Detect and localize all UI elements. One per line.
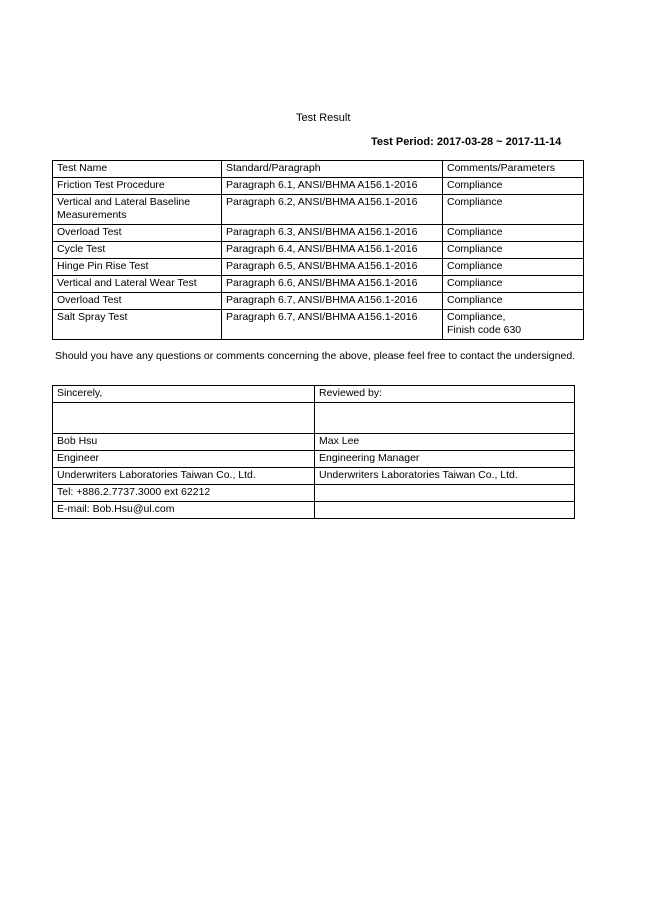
table-row <box>53 178 584 195</box>
cell-text-line2: Finish code 630 <box>447 324 522 336</box>
table-row <box>53 276 584 293</box>
closing-paragraph: Should you have any questions or comments concerning the above, please feel free to contact the undersigned. <box>55 350 576 362</box>
cell-text-line1: Cycle Test <box>57 243 106 255</box>
column-header-test-name: Test Name <box>53 161 222 178</box>
cell-test-name <box>53 293 222 310</box>
signature-row-phone <box>53 485 575 502</box>
cell-comments <box>443 310 584 340</box>
cell-text-line1: Vertical and Lateral Baseline <box>57 196 191 208</box>
cell-name-right: Max Lee <box>315 434 575 451</box>
cell-standard: Paragraph 6.1, ANSI/BHMA A156.1-2016 <box>222 178 443 195</box>
test-period <box>371 136 561 149</box>
cell-standard: Paragraph 6.7, ANSI/BHMA A156.1-2016 <box>222 293 443 310</box>
table-header-row <box>53 161 584 178</box>
cell-company-right: Underwriters Laboratories Taiwan Co., Ltd. <box>315 468 575 485</box>
cell-test-name <box>53 276 222 293</box>
cell-text-line1: Compliance <box>447 294 503 306</box>
cell-text-line1: Salt Spray Test <box>57 311 128 323</box>
table-row <box>53 293 584 310</box>
cell-standard: Paragraph 6.4, ANSI/BHMA A156.1-2016 <box>222 242 443 259</box>
cell-test-name <box>53 259 222 276</box>
cell-test-name <box>53 242 222 259</box>
cell-comments <box>443 195 584 225</box>
cell-sincerely: Sincerely, <box>53 386 315 403</box>
table-row <box>53 259 584 276</box>
cell-standard: Paragraph 6.5, ANSI/BHMA A156.1-2016 <box>222 259 443 276</box>
cell-comments <box>443 225 584 242</box>
cell-text-line1: Overload Test <box>57 294 122 306</box>
cell-text-line1: Compliance <box>447 226 503 238</box>
signature-row-company <box>53 468 575 485</box>
signature-row-email <box>53 502 575 519</box>
page-title: Test Result <box>296 112 351 124</box>
cell-text-line1: Compliance <box>447 277 503 289</box>
cell-test-name <box>53 195 222 225</box>
cell-email-left: E-mail: Bob.Hsu@ul.com <box>53 502 315 519</box>
cell-text-line1: Compliance <box>447 179 503 191</box>
test-period-label: Test Period: <box>371 136 434 148</box>
test-results-table <box>52 160 584 340</box>
cell-comments <box>443 293 584 310</box>
cell-title-left: Engineer <box>53 451 315 468</box>
cell-text-line1: Compliance <box>447 260 503 272</box>
signature-row-salutation <box>53 386 575 403</box>
cell-comments <box>443 259 584 276</box>
column-header-comments: Comments/Parameters <box>443 161 584 178</box>
test-period-value: 2017-03-28 ~ 2017-11-14 <box>436 136 562 148</box>
cell-company-left: Underwriters Laboratories Taiwan Co., Ltd. <box>53 468 315 485</box>
cell-standard: Paragraph 6.2, ANSI/BHMA A156.1-2016 <box>222 195 443 225</box>
cell-signature-space-left <box>53 403 315 434</box>
cell-name-left: Bob Hsu <box>53 434 315 451</box>
signature-row-name <box>53 434 575 451</box>
cell-text-line1: Friction Test Procedure <box>57 179 165 191</box>
column-header-standard: Standard/Paragraph <box>222 161 443 178</box>
cell-test-name <box>53 178 222 195</box>
cell-signature-space-right <box>315 403 575 434</box>
cell-text-line1: Hinge Pin Rise Test <box>57 260 149 272</box>
cell-text-line1: Compliance <box>447 243 503 255</box>
cell-test-name <box>53 310 222 340</box>
signature-row-blank <box>53 403 575 434</box>
cell-text-line1: Compliance, <box>447 311 506 323</box>
cell-comments <box>443 242 584 259</box>
cell-text-line1: Overload Test <box>57 226 122 238</box>
cell-standard: Paragraph 6.6, ANSI/BHMA A156.1-2016 <box>222 276 443 293</box>
cell-title-right: Engineering Manager <box>315 451 575 468</box>
table-row <box>53 195 584 225</box>
signature-table <box>52 385 575 519</box>
cell-standard: Paragraph 6.7, ANSI/BHMA A156.1-2016 <box>222 310 443 340</box>
cell-comments <box>443 178 584 195</box>
table-row <box>53 310 584 340</box>
cell-phone-right <box>315 485 575 502</box>
cell-test-name <box>53 225 222 242</box>
cell-standard: Paragraph 6.3, ANSI/BHMA A156.1-2016 <box>222 225 443 242</box>
table-row <box>53 225 584 242</box>
cell-phone-left: Tel: +886.2.7737.3000 ext 62212 <box>53 485 315 502</box>
cell-text-line1: Vertical and Lateral Wear Test <box>57 277 197 289</box>
cell-reviewed-by: Reviewed by: <box>315 386 575 403</box>
cell-text-line1: Compliance <box>447 196 503 208</box>
cell-text-line2: Measurements <box>57 209 127 221</box>
cell-email-right <box>315 502 575 519</box>
cell-comments <box>443 276 584 293</box>
table-row <box>53 242 584 259</box>
signature-row-title <box>53 451 575 468</box>
